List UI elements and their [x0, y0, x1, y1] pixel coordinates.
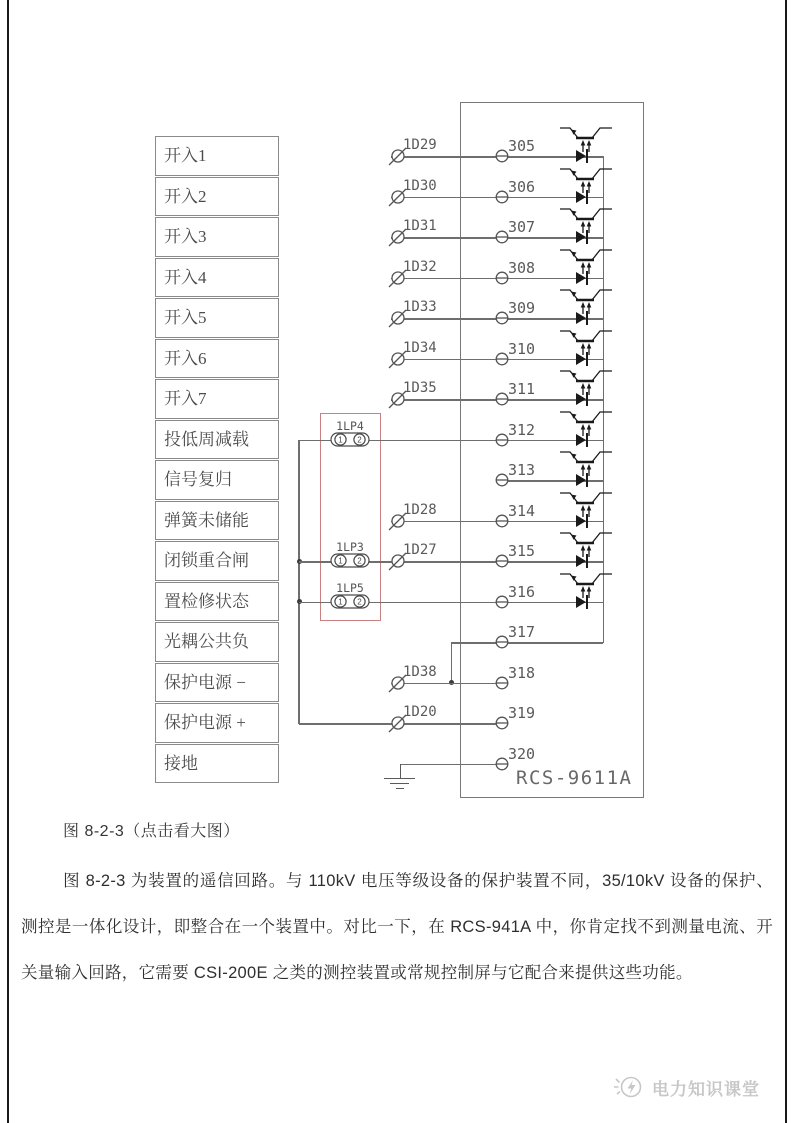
optocoupler-icon: [557, 126, 613, 164]
signal-row-318: [0, 663, 794, 704]
brand-logo-icon: [612, 1074, 644, 1100]
din-label: 1D28: [403, 501, 437, 518]
terminal-circle-icon: [495, 190, 509, 204]
terminal-label: 308: [508, 258, 536, 277]
optocoupler-icon: [557, 248, 613, 286]
legend-row: 开入1: [155, 136, 279, 176]
legend-row: 保护电源 −: [155, 663, 279, 703]
terminal-label: 305: [508, 137, 536, 155]
legend-row: 开入3: [155, 217, 279, 257]
din-label: 1D31: [403, 218, 437, 234]
signal-row-306: [0, 177, 794, 218]
lp-link-icon: [330, 593, 370, 611]
terminal-label: 310: [508, 339, 536, 358]
brand-name: 电力知识课堂: [652, 1079, 760, 1099]
din-label: 1D38: [403, 663, 437, 680]
terminal-circle-icon: [495, 757, 509, 771]
terminal-label: 316: [508, 582, 536, 601]
footer-brand: [612, 1074, 760, 1100]
optocoupler-icon: [557, 531, 613, 569]
signal-row-309: [0, 298, 794, 339]
ground-icon: [400, 764, 402, 778]
signal-row-316: [0, 582, 794, 623]
din-label: 1D35: [403, 380, 437, 396]
din-label: 1D32: [403, 258, 437, 275]
terminal-circle-icon: [495, 352, 509, 366]
legend-row: 信号复归: [155, 460, 279, 500]
optocoupler-icon: [557, 288, 613, 326]
wire: [451, 642, 603, 644]
legend-row: 开入2: [155, 177, 279, 217]
signal-row-311: [0, 379, 794, 420]
lp-link-icon: [330, 552, 370, 570]
device-name: RCS-9611A: [516, 767, 633, 789]
lp-link-icon: [330, 431, 370, 449]
signal-row-308: [0, 258, 794, 299]
signal-row-305: [0, 136, 794, 177]
signal-row-310: [0, 339, 794, 380]
terminal-circle-icon: [495, 554, 509, 568]
signal-row-307: [0, 217, 794, 258]
signal-row-312: [0, 420, 794, 461]
svg-text:2: 2: [357, 435, 362, 444]
terminal-label: 315: [508, 542, 536, 560]
optocoupler-icon: [557, 329, 613, 367]
din-label: 1D33: [403, 299, 437, 315]
optocoupler-icon: [557, 450, 613, 488]
legend-row: 光耦公共负: [155, 622, 279, 662]
signal-row-315: [0, 541, 794, 582]
terminal-label: 313: [508, 461, 536, 479]
legend-row: 保护电源 +: [155, 703, 279, 743]
din-label: 1D34: [403, 339, 437, 356]
lp-link-label: 1LP4: [336, 418, 364, 433]
terminal-circle-icon: [495, 635, 509, 649]
terminal-label: 317: [508, 623, 536, 641]
lp-link-label: 1LP5: [336, 580, 364, 595]
ground-icon: [396, 788, 404, 790]
terminal-label: 318: [508, 663, 536, 682]
din-label: 1D30: [403, 177, 437, 194]
terminal-circle-icon: [495, 676, 509, 690]
terminal-circle-icon: [495, 392, 509, 406]
legend-row: 开入4: [155, 258, 279, 298]
optocoupler-icon: [557, 369, 613, 407]
legend-row: 弹簧未储能: [155, 501, 279, 541]
optocoupler-icon: [557, 410, 613, 448]
legend-row: 接地: [155, 744, 279, 784]
terminal-label: 320: [508, 744, 536, 763]
signal-row-319: [0, 703, 794, 744]
signal-row-314: [0, 501, 794, 542]
legend-row: 闭锁重合闸: [155, 541, 279, 581]
terminal-label: 319: [508, 704, 536, 722]
svg-text:1: 1: [338, 556, 343, 566]
signal-row-317: [0, 622, 794, 663]
terminal-label: 307: [508, 218, 536, 236]
terminal-circle-icon: [495, 433, 509, 447]
terminal-circle-icon: [495, 514, 509, 528]
legend-row: 开入5: [155, 298, 279, 338]
signal-row-313: [0, 460, 794, 501]
legend-row: 投低周减载: [155, 420, 279, 460]
din-label: 1D29: [403, 137, 437, 153]
terminal-circle-icon: [495, 473, 509, 487]
terminal-circle-icon: [495, 716, 509, 730]
ground-icon: [390, 783, 409, 785]
legend-row: 开入6: [155, 339, 279, 379]
ground-icon: [384, 778, 415, 780]
optocoupler-icon: [557, 491, 613, 529]
lp-link-label: 1LP3: [336, 540, 364, 554]
terminal-circle-icon: [495, 271, 509, 285]
terminal-label: 306: [508, 177, 536, 196]
wire: [400, 764, 502, 766]
body-paragraph: 图 8-2-3 为装置的遥信回路。与 110kV 电压等级设备的保护装置不同，35/10kV 设备的保护、测控是一体化设计，即整合在一个装置中。对比一下，在 RCS-941A 中，你肯定找不到测量电流、开关量输入回路，它需要 CSI-200E 之类的测控装置或常规控制屏与它配合来提供这些功能。: [21, 872, 773, 982]
din-label: 1D27: [403, 542, 437, 558]
legend-row: 置检修状态: [155, 582, 279, 622]
din-label: 1D20: [403, 704, 437, 720]
svg-text:1: 1: [338, 435, 343, 444]
optocoupler-icon: [557, 207, 613, 245]
figure-caption[interactable]: 图 8-2-3（点击看大图）: [63, 823, 240, 840]
terminal-circle-icon: [495, 595, 509, 609]
optocoupler-icon: [557, 167, 613, 205]
terminal-circle-icon: [495, 311, 509, 325]
optocoupler-icon: [557, 572, 613, 610]
svg-text:1: 1: [338, 597, 343, 606]
svg-text:2: 2: [357, 556, 362, 566]
legend-row: 开入7: [155, 379, 279, 419]
terminal-label: 312: [508, 420, 536, 439]
svg-text:2: 2: [357, 597, 362, 606]
terminal-circle-icon: [495, 230, 509, 244]
terminal-label: 314: [508, 501, 536, 520]
terminal-circle-icon: [495, 149, 509, 163]
terminal-label: 309: [508, 299, 536, 317]
terminal-label: 311: [508, 380, 536, 398]
signal-row-320: [0, 744, 794, 785]
